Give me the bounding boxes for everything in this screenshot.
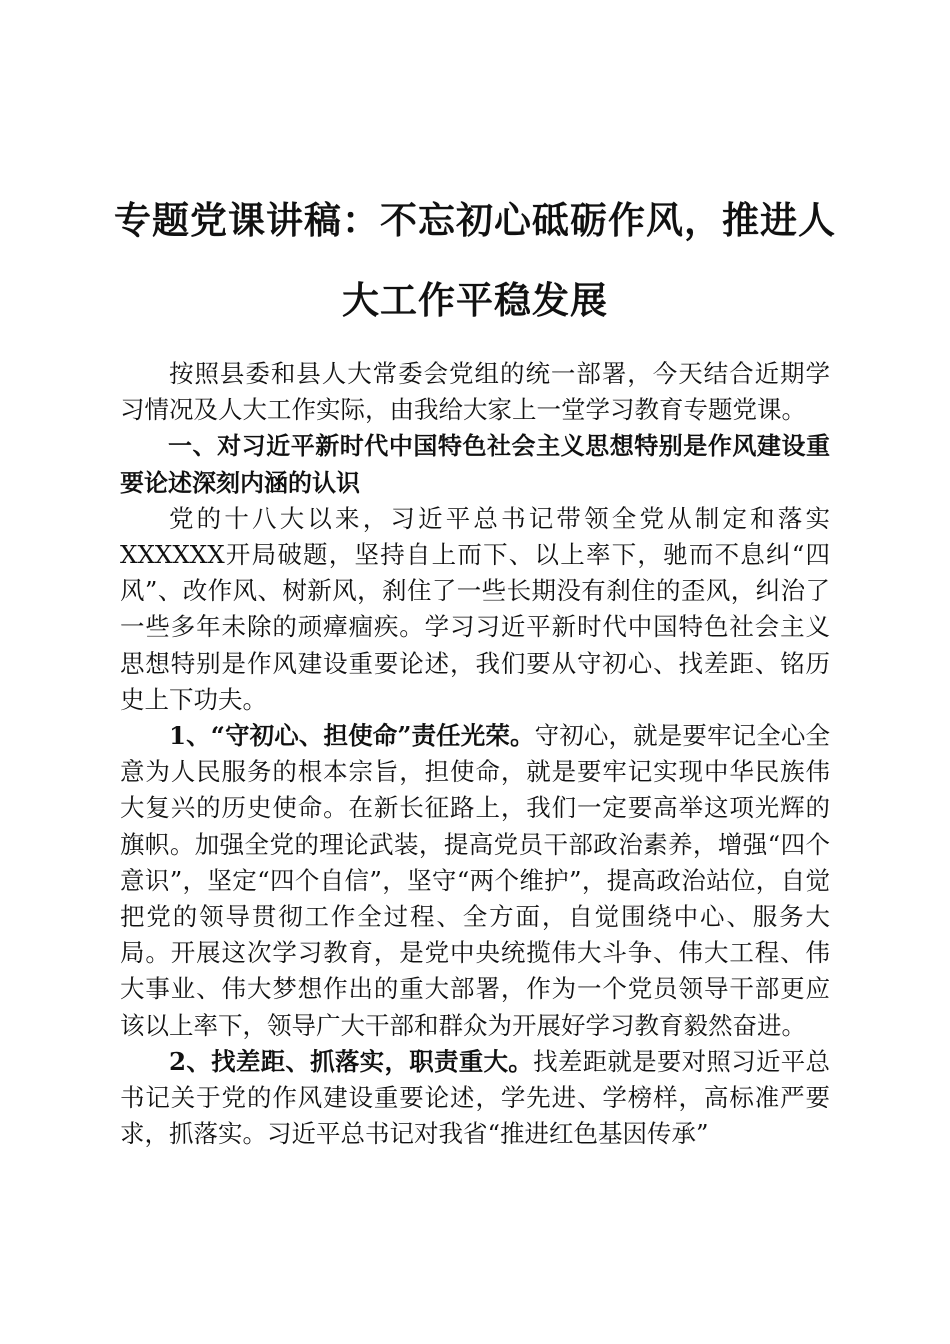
section-1-paragraph: 党的十八大以来，习近平总书记带领全党从制定和落实XXXXXX开局破题，坚持自上而下、以上率下，驰而不息纠“四风”、改作风、树新风，刹住了一些长期没有刹住的歪风，纠治了一些多年未除的顽瘴痼疾。学习习近平新时代中国特色社会主义思想特别是作风建设重要论述，我们要从守初心、找差距、铭历史上下功夫。 <box>120 503 830 714</box>
section-1-heading: 一、对习近平新时代中国特色社会主义思想特别是作风建设重要论述深刻内涵的认识 <box>120 432 830 497</box>
point-2-paragraph <box>120 1044 830 1153</box>
point-1-paragraph <box>120 718 830 1044</box>
intro-paragraph: 按照县委和县人大常委会党组的统一部署，今天结合近期学习情况及人大工作实际，由我给大家上一堂学习教育专题党课。 <box>120 359 830 425</box>
point-1-text: 守初心，就是要牢记全心全意为人民服务的根本宗旨，担使命，就是要牢记实现中华民族伟大复兴的历史使命。在新长征路上，我们一定要高举这项光辉的旗帜。加强全党的理论武装，提高党员干部政治素养，增强“四个意识”，坚定“四个自信”，坚守“两个维护”，提高政治站位，自觉把党的领导贯彻工作全过程、全方面，自觉围绕中心、服务大局。开展这次学习教育，是党中央统揽伟大斗争、伟大工程、伟大事业、伟大梦想作出的重大部署，作为一个党员领导干部更应该以上率下，领导广大干部和群众为开展好学习教育毅然奋进。 <box>120 721 831 1040</box>
point-2-text: 找差距就是要对照习近平总书记关于党的作风建设重要论述，学先进、学榜样，高标准严要求，抓落实。习近平总书记对我省“推进红色基因传承” <box>120 1046 831 1149</box>
point-1-lead: 1、“守初心、担使命”责任光荣。 <box>169 721 535 751</box>
document-body <box>120 356 830 1152</box>
document-title: 专题党课讲稿：不忘初心砥砺作风，推进人大工作平稳发展 <box>114 198 836 322</box>
point-2-lead: 2、找差距、抓落实，职责重大。 <box>169 1046 534 1076</box>
